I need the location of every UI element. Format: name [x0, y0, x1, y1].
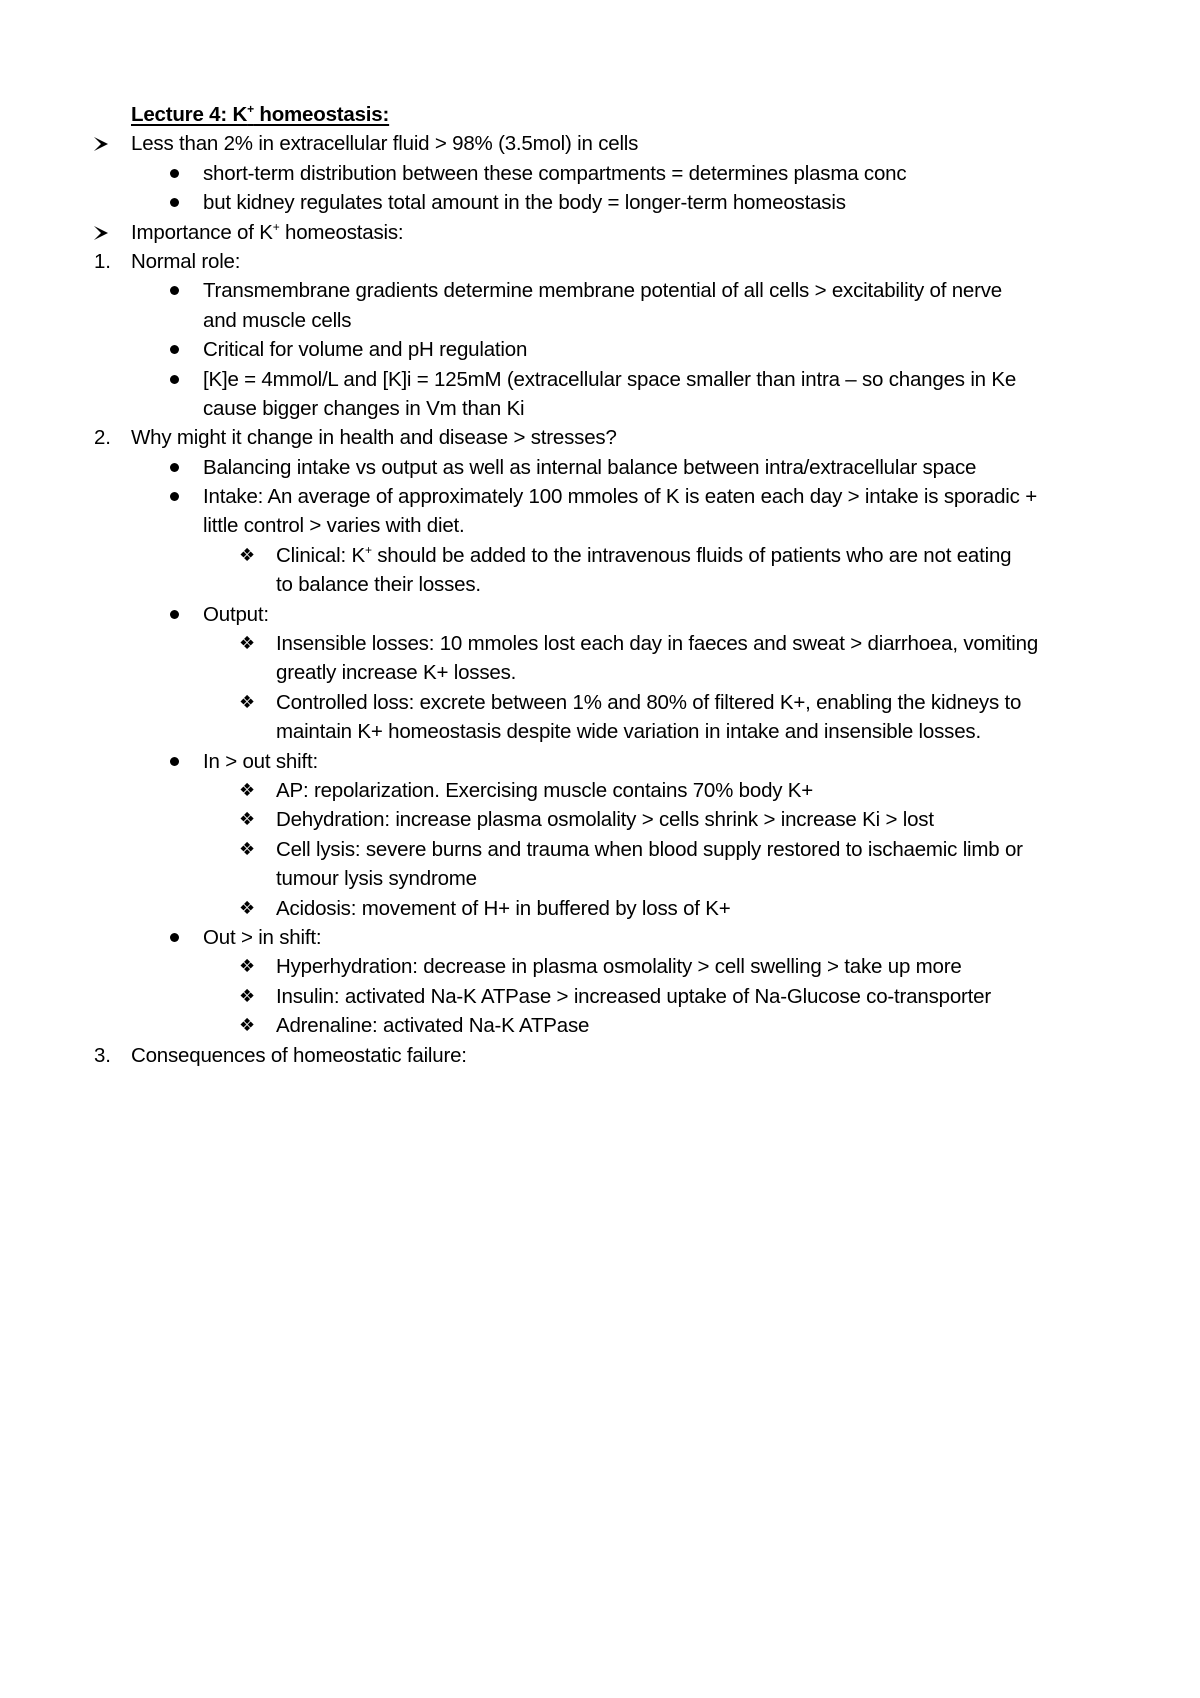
round-bullet-icon [170, 345, 179, 354]
note-line [0, 423, 1200, 452]
round-bullet-icon [170, 463, 179, 472]
note-line [0, 511, 1200, 540]
arrow-bullet-icon [94, 137, 108, 151]
note-line [0, 541, 1200, 570]
note-text: short-term distribution between these compartments = determines plasma conc [203, 161, 907, 185]
note-text: tumour lysis syndrome [276, 867, 477, 891]
note-line [0, 629, 1200, 658]
round-bullet-icon [170, 492, 179, 501]
note-text: Normal role: [131, 249, 241, 273]
note-line [0, 482, 1200, 511]
round-bullet-icon [170, 198, 179, 207]
list-number: 3. [94, 1043, 111, 1067]
note-text: Insensible losses: 10 mmoles lost each day in faeces and sweat > diarrhoea, vomiting [276, 632, 1039, 656]
note-text: Hyperhydration: decrease in plasma osmolality > cell swelling > take up more [276, 955, 962, 979]
note-line [0, 894, 1200, 923]
note-text: Insulin: activated Na-K ATPase > increased uptake of Na-Glucose co-transporter [276, 984, 991, 1008]
note-text: maintain K+ homeostasis despite wide variation in intake and insensible losses. [276, 720, 981, 744]
note-text: Clinical: K+ should be added to the intravenous fluids of patients who are not eating [276, 542, 1012, 567]
note-text: In > out shift: [203, 749, 318, 773]
lecture-title: Lecture 4: K+ homeostasis: [131, 102, 390, 126]
notes-list [0, 129, 1200, 1070]
diamond-bullet-icon: ❖ [239, 985, 255, 1007]
note-line [0, 688, 1200, 717]
note-text: Acidosis: movement of H+ in buffered by loss of K+ [276, 896, 731, 920]
note-line [0, 306, 1200, 335]
diamond-bullet-icon: ❖ [239, 633, 255, 655]
note-line [0, 159, 1200, 188]
round-bullet-icon [170, 286, 179, 295]
diamond-bullet-icon: ❖ [239, 691, 255, 713]
note-line [0, 1041, 1200, 1070]
note-text: to balance their losses. [276, 573, 481, 597]
arrow-bullet-icon [94, 226, 108, 240]
note-text: cause bigger changes in Vm than Ki [203, 396, 525, 420]
note-line [0, 276, 1200, 305]
note-text: Output: [203, 602, 269, 626]
diamond-bullet-icon: ❖ [239, 897, 255, 919]
diamond-bullet-icon: ❖ [239, 956, 255, 978]
note-line [0, 129, 1200, 158]
note-line [0, 218, 1200, 247]
note-line [0, 570, 1200, 599]
note-line [0, 335, 1200, 364]
note-line [0, 658, 1200, 687]
note-text: but kidney regulates total amount in the body = longer-term homeostasis [203, 191, 846, 215]
note-line [0, 835, 1200, 864]
note-line [0, 952, 1200, 981]
note-line [0, 394, 1200, 423]
note-line [0, 247, 1200, 276]
diamond-bullet-icon: ❖ [239, 1015, 255, 1037]
note-text: Controlled loss: excrete between 1% and 80% of filtered K+, enabling the kidneys to [276, 690, 1022, 714]
list-number: 2. [94, 426, 111, 450]
note-text: Transmembrane gradients determine membrane potential of all cells > excitability of nerve [203, 279, 1002, 303]
note-text: Less than 2% in extracellular fluid > 98% (3.5mol) in cells [131, 132, 639, 156]
note-line [0, 776, 1200, 805]
round-bullet-icon [170, 610, 179, 619]
list-number: 1. [94, 249, 111, 273]
note-text: Consequences of homeostatic failure: [131, 1043, 467, 1067]
lecture-title-line [0, 100, 1200, 129]
note-line [0, 365, 1200, 394]
round-bullet-icon [170, 169, 179, 178]
note-text: [K]e = 4mmol/L and [K]i = 125mM (extracellular space smaller than intra – so changes in Ke [203, 367, 1017, 391]
note-text: greatly increase K+ losses. [276, 661, 517, 685]
note-text: Balancing intake vs output as well as internal balance between intra/extracellular space [203, 455, 977, 479]
note-text: Dehydration: increase plasma osmolality > cells shrink > increase Ki > lost [276, 808, 934, 832]
note-line [0, 805, 1200, 834]
note-text: and muscle cells [203, 308, 352, 332]
note-line [0, 717, 1200, 746]
note-text: AP: repolarization. Exercising muscle contains 70% body K+ [276, 778, 814, 802]
lecture-notes [0, 100, 1200, 1070]
note-line [0, 864, 1200, 893]
diamond-bullet-icon: ❖ [239, 809, 255, 831]
note-line [0, 600, 1200, 629]
note-text: Adrenaline: activated Na-K ATPase [276, 1014, 590, 1038]
note-line [0, 188, 1200, 217]
note-line [0, 453, 1200, 482]
round-bullet-icon [170, 757, 179, 766]
note-text: Intake: An average of approximately 100 mmoles of K is eaten each day > intake is sporadic + [203, 485, 1037, 509]
round-bullet-icon [170, 375, 179, 384]
note-text: Out > in shift: [203, 925, 322, 949]
note-text: little control > varies with diet. [203, 514, 465, 538]
note-line [0, 1011, 1200, 1040]
note-line [0, 747, 1200, 776]
note-text: Cell lysis: severe burns and trauma when blood supply restored to ischaemic limb or [276, 837, 1023, 861]
round-bullet-icon [170, 933, 179, 942]
diamond-bullet-icon: ❖ [239, 779, 255, 801]
note-text: Why might it change in health and disease > stresses? [131, 426, 617, 450]
diamond-bullet-icon: ❖ [239, 544, 255, 566]
note-text: Critical for volume and pH regulation [203, 338, 528, 362]
diamond-bullet-icon: ❖ [239, 838, 255, 860]
note-text: Importance of K+ homeostasis: [131, 219, 404, 244]
note-line [0, 982, 1200, 1011]
note-line [0, 923, 1200, 952]
